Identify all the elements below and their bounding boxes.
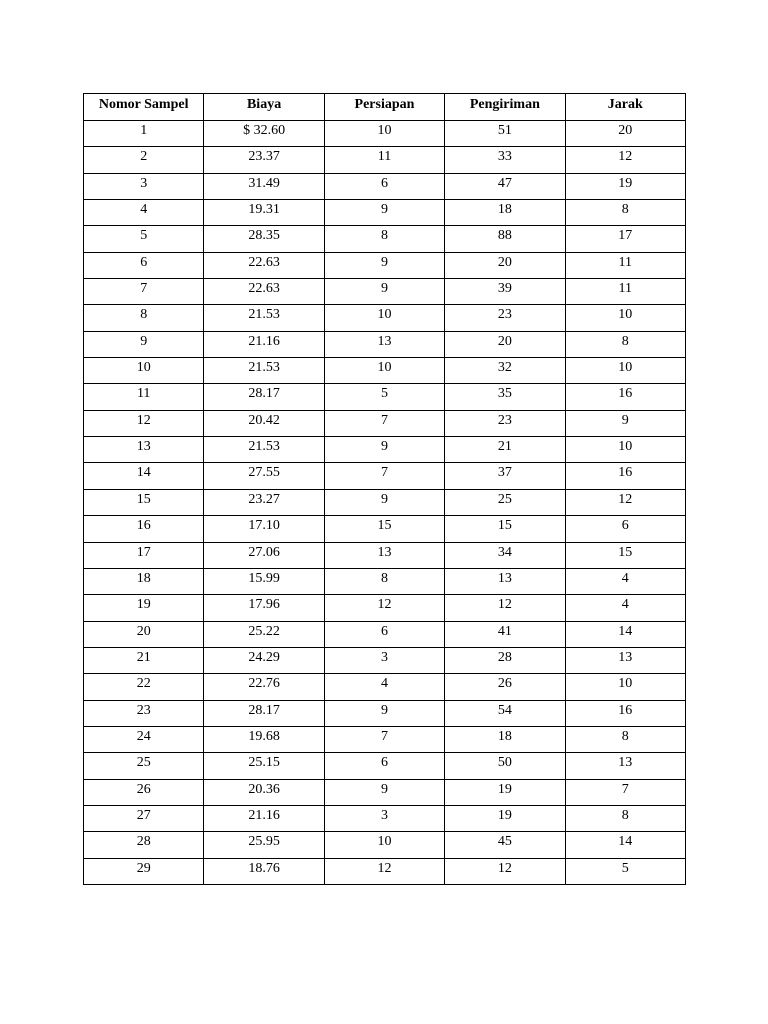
cell-nomor-sampel: 20: [84, 621, 204, 647]
cell-nomor-sampel: 29: [84, 858, 204, 884]
cell-persiapan: 9: [324, 700, 444, 726]
cell-nomor-sampel: 22: [84, 674, 204, 700]
cell-biaya: 21.53: [204, 358, 324, 384]
table-row: [84, 621, 686, 647]
cell-nomor-sampel: 7: [84, 279, 204, 305]
header-persiapan: Persiapan: [324, 94, 444, 121]
cell-jarak: 8: [565, 726, 685, 752]
cell-biaya: 28.17: [204, 384, 324, 410]
table-row: [84, 147, 686, 173]
cell-jarak: 8: [565, 200, 685, 226]
cell-pengiriman: 33: [445, 147, 565, 173]
cell-persiapan: 7: [324, 463, 444, 489]
cell-persiapan: 10: [324, 305, 444, 331]
table-row: [84, 700, 686, 726]
cell-persiapan: 11: [324, 147, 444, 173]
cell-biaya: $ 32.60: [204, 121, 324, 147]
table-row: [84, 647, 686, 673]
table-row: [84, 279, 686, 305]
cell-biaya: 25.95: [204, 832, 324, 858]
cell-pengiriman: 47: [445, 173, 565, 199]
table-row: [84, 226, 686, 252]
cell-persiapan: 12: [324, 595, 444, 621]
cell-pengiriman: 51: [445, 121, 565, 147]
table-header: [84, 94, 686, 121]
cell-biaya: 21.53: [204, 437, 324, 463]
table-row: [84, 200, 686, 226]
cell-persiapan: 5: [324, 384, 444, 410]
cell-persiapan: 9: [324, 279, 444, 305]
cell-nomor-sampel: 5: [84, 226, 204, 252]
table-row: [84, 489, 686, 515]
cell-persiapan: 7: [324, 726, 444, 752]
cell-biaya: 27.55: [204, 463, 324, 489]
cell-biaya: 22.76: [204, 674, 324, 700]
cell-jarak: 13: [565, 647, 685, 673]
cell-nomor-sampel: 26: [84, 779, 204, 805]
cell-nomor-sampel: 27: [84, 805, 204, 831]
cell-persiapan: 6: [324, 753, 444, 779]
cell-jarak: 7: [565, 779, 685, 805]
cell-biaya: 20.42: [204, 410, 324, 436]
cell-pengiriman: 15: [445, 516, 565, 542]
cell-biaya: 17.10: [204, 516, 324, 542]
cell-nomor-sampel: 18: [84, 568, 204, 594]
cell-pengiriman: 35: [445, 384, 565, 410]
cell-pengiriman: 12: [445, 858, 565, 884]
cell-jarak: 10: [565, 358, 685, 384]
cell-nomor-sampel: 1: [84, 121, 204, 147]
cell-pengiriman: 41: [445, 621, 565, 647]
cell-nomor-sampel: 24: [84, 726, 204, 752]
cell-jarak: 16: [565, 463, 685, 489]
cell-persiapan: 9: [324, 437, 444, 463]
cell-persiapan: 10: [324, 121, 444, 147]
header-nomor-sampel: Nomor Sampel: [84, 94, 204, 121]
cell-jarak: 14: [565, 832, 685, 858]
cell-jarak: 12: [565, 147, 685, 173]
cell-jarak: 14: [565, 621, 685, 647]
sample-data-table: [83, 93, 686, 885]
cell-persiapan: 10: [324, 832, 444, 858]
cell-biaya: 21.16: [204, 805, 324, 831]
cell-biaya: 24.29: [204, 647, 324, 673]
cell-pengiriman: 23: [445, 305, 565, 331]
cell-pengiriman: 54: [445, 700, 565, 726]
cell-nomor-sampel: 19: [84, 595, 204, 621]
cell-biaya: 20.36: [204, 779, 324, 805]
cell-pengiriman: 88: [445, 226, 565, 252]
cell-biaya: 18.76: [204, 858, 324, 884]
cell-nomor-sampel: 15: [84, 489, 204, 515]
cell-biaya: 23.37: [204, 147, 324, 173]
cell-pengiriman: 19: [445, 779, 565, 805]
cell-pengiriman: 18: [445, 726, 565, 752]
cell-persiapan: 9: [324, 252, 444, 278]
cell-nomor-sampel: 4: [84, 200, 204, 226]
cell-jarak: 11: [565, 279, 685, 305]
cell-biaya: 23.27: [204, 489, 324, 515]
cell-jarak: 6: [565, 516, 685, 542]
cell-persiapan: 3: [324, 805, 444, 831]
table-row: [84, 726, 686, 752]
cell-biaya: 25.15: [204, 753, 324, 779]
cell-biaya: 19.31: [204, 200, 324, 226]
cell-pengiriman: 21: [445, 437, 565, 463]
table-row: [84, 542, 686, 568]
cell-biaya: 17.96: [204, 595, 324, 621]
cell-jarak: 16: [565, 700, 685, 726]
cell-nomor-sampel: 17: [84, 542, 204, 568]
table-row: [84, 832, 686, 858]
cell-nomor-sampel: 9: [84, 331, 204, 357]
cell-biaya: 28.35: [204, 226, 324, 252]
cell-jarak: 10: [565, 305, 685, 331]
cell-persiapan: 6: [324, 621, 444, 647]
cell-nomor-sampel: 8: [84, 305, 204, 331]
cell-biaya: 21.16: [204, 331, 324, 357]
header-biaya: Biaya: [204, 94, 324, 121]
table-row: [84, 858, 686, 884]
cell-persiapan: 7: [324, 410, 444, 436]
cell-biaya: 25.22: [204, 621, 324, 647]
table-row: [84, 516, 686, 542]
cell-jarak: 10: [565, 437, 685, 463]
cell-nomor-sampel: 28: [84, 832, 204, 858]
cell-jarak: 19: [565, 173, 685, 199]
table-row: [84, 568, 686, 594]
table-row: [84, 252, 686, 278]
cell-jarak: 17: [565, 226, 685, 252]
cell-pengiriman: 18: [445, 200, 565, 226]
cell-persiapan: 15: [324, 516, 444, 542]
cell-jarak: 4: [565, 595, 685, 621]
cell-persiapan: 13: [324, 331, 444, 357]
cell-pengiriman: 37: [445, 463, 565, 489]
header-jarak: Jarak: [565, 94, 685, 121]
table-row: [84, 674, 686, 700]
cell-nomor-sampel: 6: [84, 252, 204, 278]
table-row: [84, 358, 686, 384]
cell-persiapan: 9: [324, 489, 444, 515]
cell-biaya: 21.53: [204, 305, 324, 331]
cell-nomor-sampel: 21: [84, 647, 204, 673]
cell-persiapan: 8: [324, 568, 444, 594]
cell-biaya: 28.17: [204, 700, 324, 726]
table-row: [84, 463, 686, 489]
cell-jarak: 8: [565, 331, 685, 357]
cell-nomor-sampel: 2: [84, 147, 204, 173]
cell-persiapan: 4: [324, 674, 444, 700]
cell-jarak: 12: [565, 489, 685, 515]
header-row: [84, 94, 686, 121]
cell-jarak: 11: [565, 252, 685, 278]
table-row: [84, 753, 686, 779]
cell-pengiriman: 20: [445, 252, 565, 278]
table-body: [84, 121, 686, 885]
cell-nomor-sampel: 23: [84, 700, 204, 726]
table-row: [84, 595, 686, 621]
header-pengiriman: Pengiriman: [445, 94, 565, 121]
cell-jarak: 8: [565, 805, 685, 831]
cell-persiapan: 13: [324, 542, 444, 568]
table-row: [84, 173, 686, 199]
cell-pengiriman: 50: [445, 753, 565, 779]
cell-jarak: 9: [565, 410, 685, 436]
cell-biaya: 27.06: [204, 542, 324, 568]
cell-nomor-sampel: 3: [84, 173, 204, 199]
table-row: [84, 805, 686, 831]
cell-biaya: 19.68: [204, 726, 324, 752]
table-row: [84, 410, 686, 436]
cell-pengiriman: 45: [445, 832, 565, 858]
cell-persiapan: 10: [324, 358, 444, 384]
cell-persiapan: 3: [324, 647, 444, 673]
cell-jarak: 15: [565, 542, 685, 568]
cell-nomor-sampel: 11: [84, 384, 204, 410]
table-row: [84, 331, 686, 357]
table-row: [84, 779, 686, 805]
cell-biaya: 31.49: [204, 173, 324, 199]
cell-jarak: 4: [565, 568, 685, 594]
cell-pengiriman: 20: [445, 331, 565, 357]
cell-pengiriman: 28: [445, 647, 565, 673]
cell-pengiriman: 23: [445, 410, 565, 436]
cell-nomor-sampel: 13: [84, 437, 204, 463]
cell-pengiriman: 19: [445, 805, 565, 831]
cell-persiapan: 9: [324, 779, 444, 805]
cell-pengiriman: 34: [445, 542, 565, 568]
cell-biaya: 15.99: [204, 568, 324, 594]
cell-pengiriman: 13: [445, 568, 565, 594]
table-row: [84, 121, 686, 147]
cell-pengiriman: 26: [445, 674, 565, 700]
cell-jarak: 13: [565, 753, 685, 779]
cell-jarak: 10: [565, 674, 685, 700]
cell-biaya: 22.63: [204, 252, 324, 278]
cell-nomor-sampel: 16: [84, 516, 204, 542]
cell-pengiriman: 39: [445, 279, 565, 305]
cell-jarak: 5: [565, 858, 685, 884]
cell-pengiriman: 12: [445, 595, 565, 621]
cell-nomor-sampel: 10: [84, 358, 204, 384]
cell-biaya: 22.63: [204, 279, 324, 305]
cell-jarak: 16: [565, 384, 685, 410]
cell-persiapan: 8: [324, 226, 444, 252]
cell-nomor-sampel: 14: [84, 463, 204, 489]
cell-nomor-sampel: 25: [84, 753, 204, 779]
table-row: [84, 305, 686, 331]
table-row: [84, 384, 686, 410]
cell-persiapan: 9: [324, 200, 444, 226]
cell-pengiriman: 25: [445, 489, 565, 515]
table-row: [84, 437, 686, 463]
cell-persiapan: 6: [324, 173, 444, 199]
cell-jarak: 20: [565, 121, 685, 147]
cell-nomor-sampel: 12: [84, 410, 204, 436]
cell-persiapan: 12: [324, 858, 444, 884]
cell-pengiriman: 32: [445, 358, 565, 384]
